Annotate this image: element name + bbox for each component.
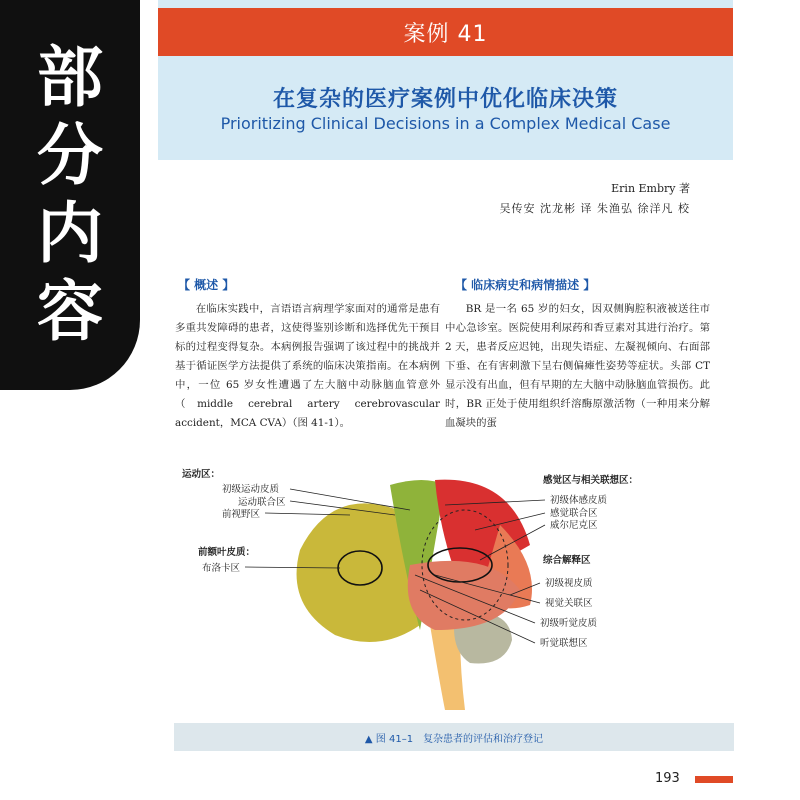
page-title: 在复杂的医疗案例中优化临床决策 xyxy=(272,87,618,112)
page-accent-bar xyxy=(695,776,733,783)
label-primary-visual: 初级视皮质 xyxy=(545,578,593,589)
label-wernicke: 威尔尼克区 xyxy=(550,520,598,531)
label-integrative-group: 综合解释区 xyxy=(543,555,591,566)
section-heading-history: 【 临床病史和病情描述 】 xyxy=(455,278,596,292)
page-subtitle: Prioritizing Clinical Decisions in a Complex Medical Case xyxy=(220,114,671,133)
author-credit: Erin Embry 著 xyxy=(611,182,690,195)
label-auditory-association: 听觉联想区 xyxy=(540,638,588,649)
history-text: BR 是一名 65 岁的妇女，因双侧胸腔积液被送往市中心急诊室。医院使用利尿药和香豆素对其进行治疗。第 2 天，患者反应迟钝，出现失语症、左凝视倾向、右面部下垂、在有害刺激下呈右侧偏瘫性姿势等症状。头部 CT 显示没有出血，但有早期的左大脑中动脉脑血管损伤。此时，BR 正处于使用组织纤溶酶原激活物（一种用来分解血凝块的蛋 xyxy=(445,303,710,429)
figure-number: ▲ 图 41–1 xyxy=(364,733,414,745)
label-visual-association: 视觉关联区 xyxy=(545,598,593,609)
label-motor-association: 运动联合区 xyxy=(238,497,286,508)
translator-credit: 吴传安 沈龙彬 译 朱渔弘 徐洋凡 校 xyxy=(499,202,690,215)
label-primary-somatosensory: 初级体感皮质 xyxy=(550,495,608,506)
label-prefrontal-group: 前额叶皮质： xyxy=(198,547,256,558)
case-label: 案例 41 xyxy=(158,8,733,56)
banner-char: 部 xyxy=(37,39,103,116)
figure-caption-text: 复杂患者的评估和治疗登记 xyxy=(423,733,544,745)
label-motor-group: 运动区： xyxy=(182,469,221,480)
side-banner xyxy=(0,0,140,390)
figure-caption xyxy=(174,723,734,751)
banner-char: 分 xyxy=(37,117,103,194)
section-heading-overview: 【 概述 】 xyxy=(178,278,235,292)
label-sensory-group: 感觉区与相关联想区： xyxy=(543,475,639,486)
label-primary-motor: 初级运动皮质 xyxy=(222,484,280,495)
overview-text: 在临床实践中，言语语言病理学家面对的通常是患有多重共发障碍的患者，这使得鉴别诊断和选择优先干预目标的过程变得复杂。本病例报告强调了该过程中的挑战并基于循证医学方法提供了系统的临床决策指南。在本病例中，一位 65 岁女性遭遇了左大脑中动脉脑血管意外（middle cerebral artery cerebrovascular accident，MCA CVA）（图 41-1）。 xyxy=(175,303,440,429)
label-primary-auditory: 初级听觉皮质 xyxy=(540,618,598,629)
brain-figure xyxy=(160,455,735,725)
page-number: 193 xyxy=(655,771,680,786)
label-prefrontal-field: 前视野区 xyxy=(222,509,261,520)
label-broca: 布洛卡区 xyxy=(202,563,241,574)
banner-char: 容 xyxy=(37,273,103,350)
label-sensory-association: 感觉联合区 xyxy=(550,508,598,519)
banner-char: 内 xyxy=(37,195,103,272)
